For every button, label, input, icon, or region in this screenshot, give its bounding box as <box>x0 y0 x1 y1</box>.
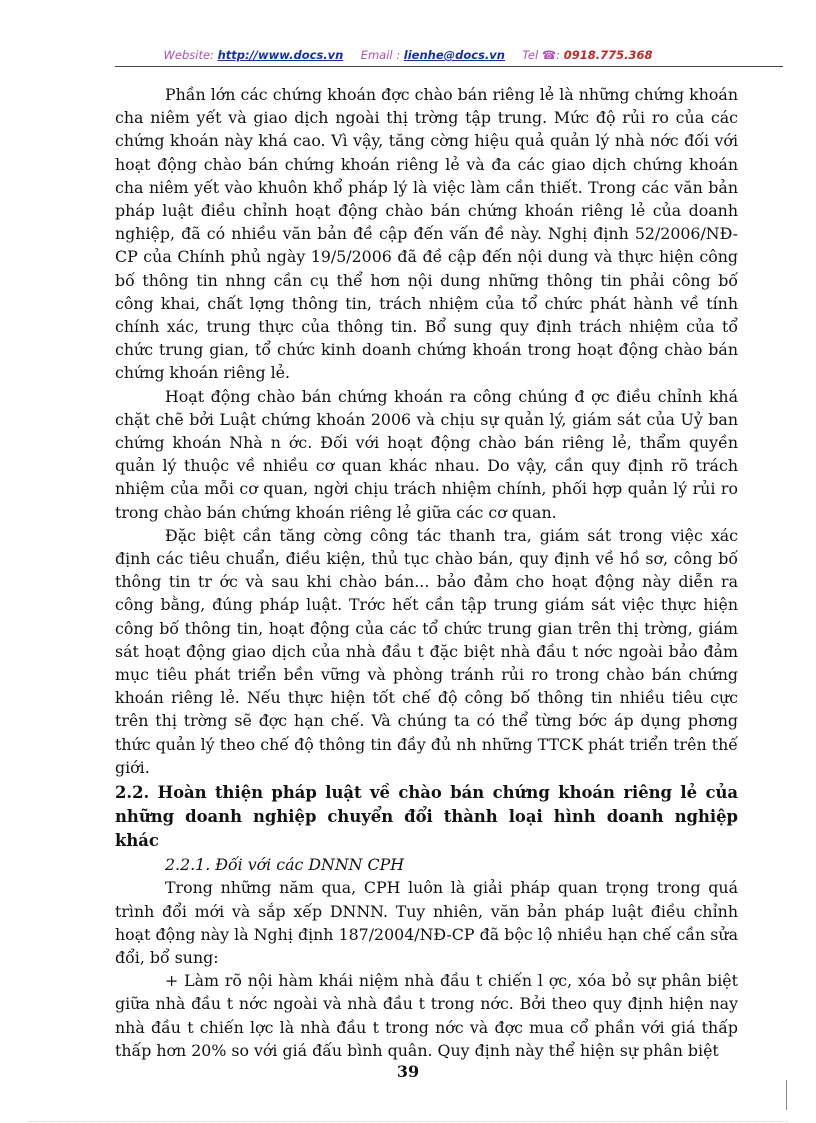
email-link[interactable]: lienhe@docs.vn <box>403 48 505 62</box>
page-header <box>0 46 816 64</box>
subsection-heading: 2.2.1. Đối với các DNNN CPH <box>165 855 405 875</box>
website-label: Website: <box>163 48 214 62</box>
tel-label: Tel ☎: <box>522 48 561 62</box>
document-body <box>115 83 738 1062</box>
tel-value: 0918.775.368 <box>563 48 653 62</box>
page-bottom-border <box>28 1121 788 1122</box>
header-divider <box>115 66 783 67</box>
paragraph-3: Đặc biệt cần tăng cờng công tác thanh tra, giám sát trong việc xác định các tiêu chuẩn, điều kiện, thủ tục chào bán, quy định về hồ sơ, công bố thông tin tr ớc và sau khi chào bán... bảo đảm cho hoạt động này diễn ra công bằng, đúng pháp luật. Trớc hết cần tập trung giám sát việc thực hiện công bố thông tin, hoạt động của các tổ chức trung gian trên thị trờng, giám sát hoạt động giao dịch của nhà đầu t đặc biệt nhà đầu t nớc ngoài bảo đảm mục tiêu phát triển bền vững và phòng tránh rủi ro trong chào bán chứng khoán riêng lẻ. Nếu thực hiện tốt chế độ công bố thông tin nhiều tiêu cực trên thị trờng sẽ đợc hạn chế. Và chúng ta có thể từng bớc áp dụng phơng thức quản lý theo chế độ thông tin đầy đủ nh những TTCK phát triển trên thế giới. <box>115 525 738 777</box>
paragraph-2: Hoạt động chào bán chứng khoán ra công chúng đ ợc điều chỉnh khá chặt chẽ bởi Luật chứng khoán 2006 và chịu sự quản lý, giám sát của Uỷ ban chứng khoán Nhà n ớc. Đối với hoạt động chào bán riêng lẻ, thẩm quyền quản lý thuộc về nhiều cơ quan khác nhau. Do vậy, cần quy định rõ trách nhiệm của mỗi cơ quan, ngời chịu trách nhiệm chính, phối hợp quản lý rủi ro trong chào bán chứng khoán riêng lẻ giữa các cơ quan. <box>115 386 738 522</box>
page-number: 39 <box>396 1062 420 1081</box>
email-label: Email : <box>360 48 401 62</box>
paragraph-1: Phần lớn các chứng khoán đợc chào bán riêng lẻ là những chứng khoán cha niêm yết và giao dịch ngoài thị trờng tập trung. Mức độ rủi ro của các chứng khoán này khá cao. Vì vậy, tăng cờng hiệu quả quản lý nhà nớc đối với hoạt động chào bán chứng khoán riêng lẻ và đa các giao dịch chứng khoán cha niêm yết vào khuôn khổ pháp lý là việc làm cần thiết. Trong các văn bản pháp luật điều chỉnh hoạt động chào bán chứng khoán riêng lẻ của doanh nghiệp, đã có nhiều văn bản đề cập đến vấn đề này. Nghị định 52/2006/NĐ-CP của Chính phủ ngày 19/5/2006 đã đề cập đến nội dung và thực hiện công bố thông tin nhng cần cụ thể hơn nội dung những thông tin phải công bố công khai, chất lợng thông tin, trách nhiệm của tổ chức phát hành về tính chính xác, trung thực của thông tin. Bổ sung quy định trách nhiệm của tổ chức trung gian, tổ chức kinh doanh chứng khoán trong hoạt động chào bán chứng khoán riêng lẻ. <box>115 85 738 383</box>
paragraph-4: Trong những năm qua, CPH luôn là giải pháp quan trọng trong quá trình đổi mới và sắp xếp DNNN. Tuy nhiên, văn bản pháp luật điều chỉnh hoạt động này là Nghị định 187/2004/NĐ-CP đã bộc lộ nhiều hạn chế cần sửa đổi, bổ sung: <box>115 878 738 967</box>
section-heading: 2.2. Hoàn thiện pháp luật về chào bán chứng khoán riêng lẻ của những doanh nghiệp chuyển đổi thành loại hình doanh nghiệp khác <box>115 783 738 851</box>
margin-mark <box>786 1080 795 1110</box>
website-link[interactable]: http://www.docs.vn <box>217 48 344 62</box>
paragraph-5: + Làm rõ nội hàm khái niệm nhà đầu t chiến l ợc, xóa bỏ sự phân biệt giữa nhà đầu t nớc ngoài và nhà đầu t trong nớc. Bởi theo quy định hiện nay nhà đầu t chiến lợc là nhà đầu t trong nớc và đợc mua cổ phần với giá thấp thấp hơn 20% so với giá đấu bình quân. Quy định này thể hiện sự phân biệt <box>115 971 738 1060</box>
